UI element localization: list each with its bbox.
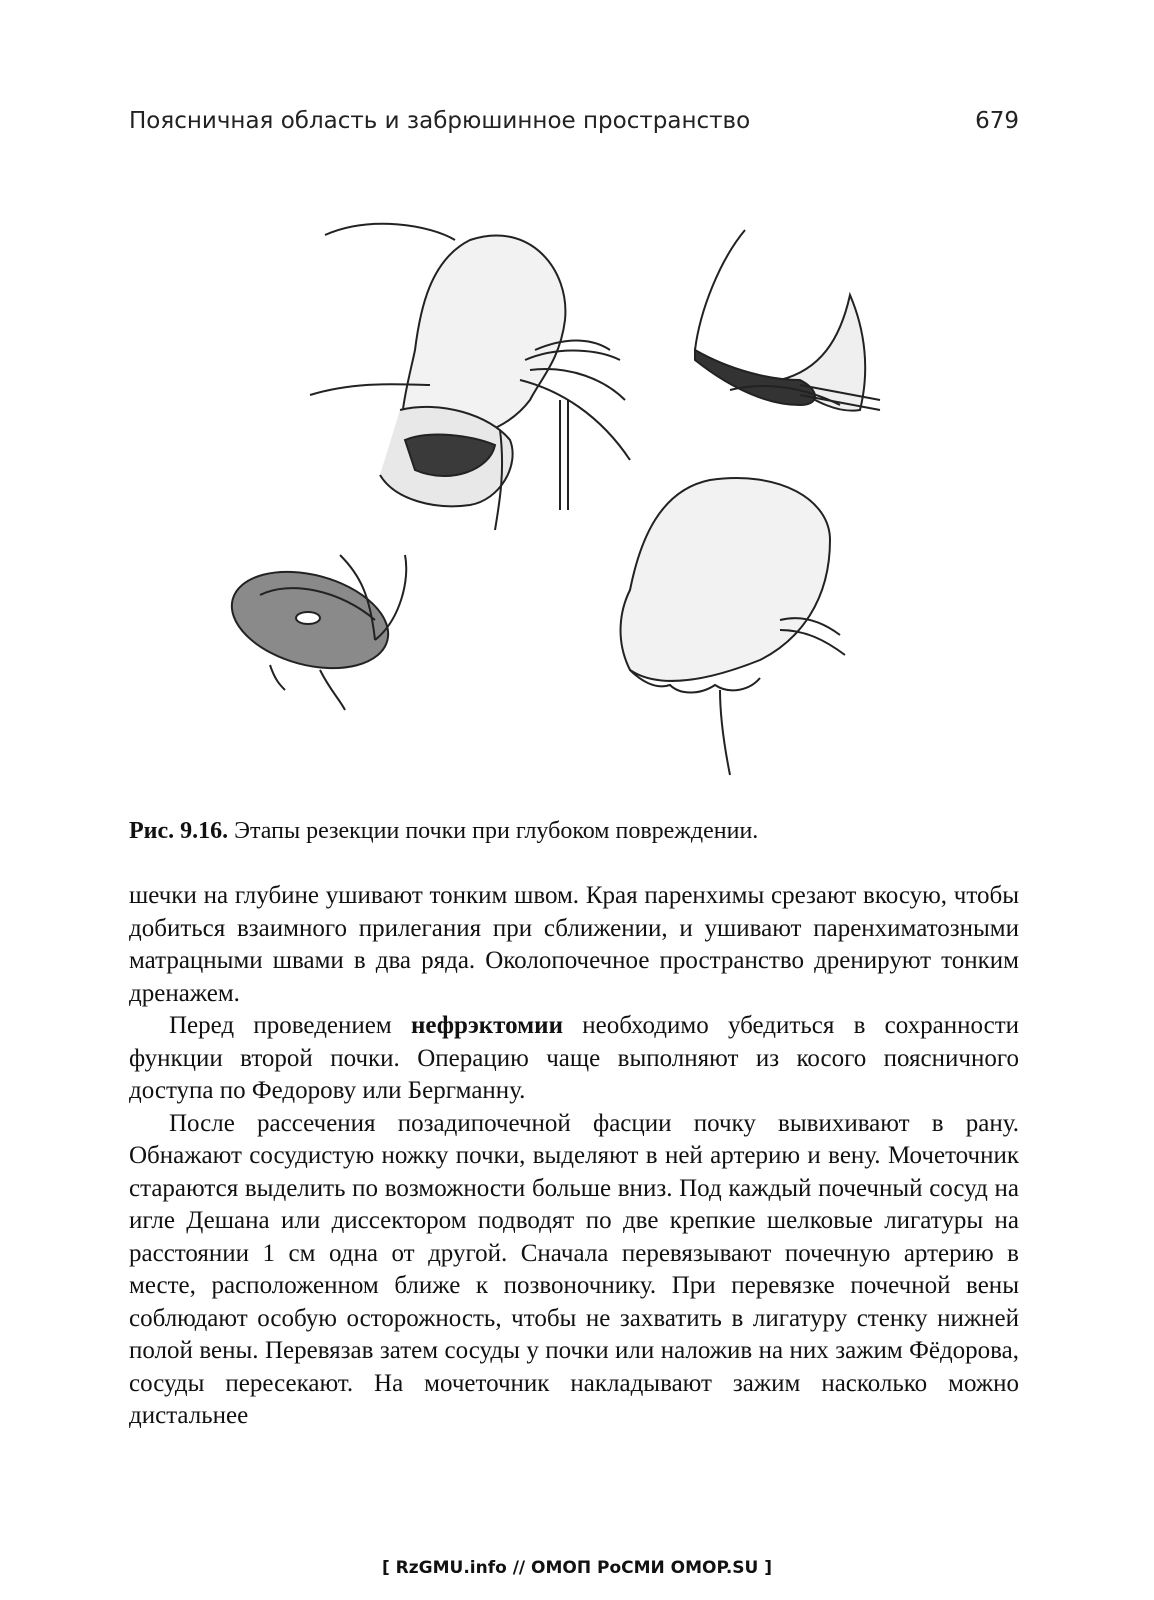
body-text xyxy=(129,880,1019,1433)
figure-kidney-resection xyxy=(200,200,920,780)
paragraph-1: шечки на глубине ушивают тонким швом. Края паренхимы срезают вкосую, чтобы добиться взаимного прилегания при сближении, и ушивают паренхиматозными матрацными швами в два ряда. Околопочечное пространство дренируют тонким дренажем. xyxy=(129,882,1019,1007)
paragraph-3: После рассечения позадипочечной фасции почку вывихивают в рану. Обнажают сосудистую ножку почки, выделяют в ней артерию и вену. Мочеточник стараются выделить по возможности больше вниз. Под каждый почечный сосуд на игле Дешана или диссектором подводят по две крепкие шелковые лигатуры на расстоянии 1 см одна от другой. Сначала перевязывают почечную артерию в месте, расположенном ближе к позвоночнику. При перевязке почечной вены соблюдают особую осторожность, чтобы не захватить в лигатуру стенку нижней полой вены. Перевязав затем сосуды у почки или наложив на них зажим Фёдорова, сосуды пересекают. На мочеточник накладывают зажим насколько можно дистальнее xyxy=(129,1109,1019,1429)
illustration-stage-3 xyxy=(221,555,406,710)
running-header xyxy=(129,108,1019,142)
illustration-stage-4 xyxy=(621,478,845,775)
kidney-illustration xyxy=(200,200,920,780)
footer-watermark: [ RzGMU.info // ОМОП РоСМИ OMOP.SU ] xyxy=(381,1558,773,1578)
paragraph-2-start: Перед проведением xyxy=(169,1012,411,1039)
illustration-stage-1 xyxy=(310,224,630,530)
page-number: 679 xyxy=(975,108,1019,134)
paragraph-2 xyxy=(129,1010,1019,1108)
illustration-stage-2 xyxy=(695,230,880,411)
term-nephrectomy: нефрэктомии xyxy=(410,1012,563,1039)
paragraph-2-rest: необходимо убедиться в сохранности функции второй почки. Операцию чаще выполняют из косого поясничного доступа по Федорову или Бергманну. xyxy=(129,1012,1019,1104)
header-title: Поясничная область и забрюшинное пространство xyxy=(129,108,751,134)
figure-caption xyxy=(129,818,1019,845)
figure-caption-label: Рис. 9.16. xyxy=(129,818,229,844)
figure-caption-text: Этапы резекции почки при глубоком повреждении. xyxy=(234,818,759,844)
